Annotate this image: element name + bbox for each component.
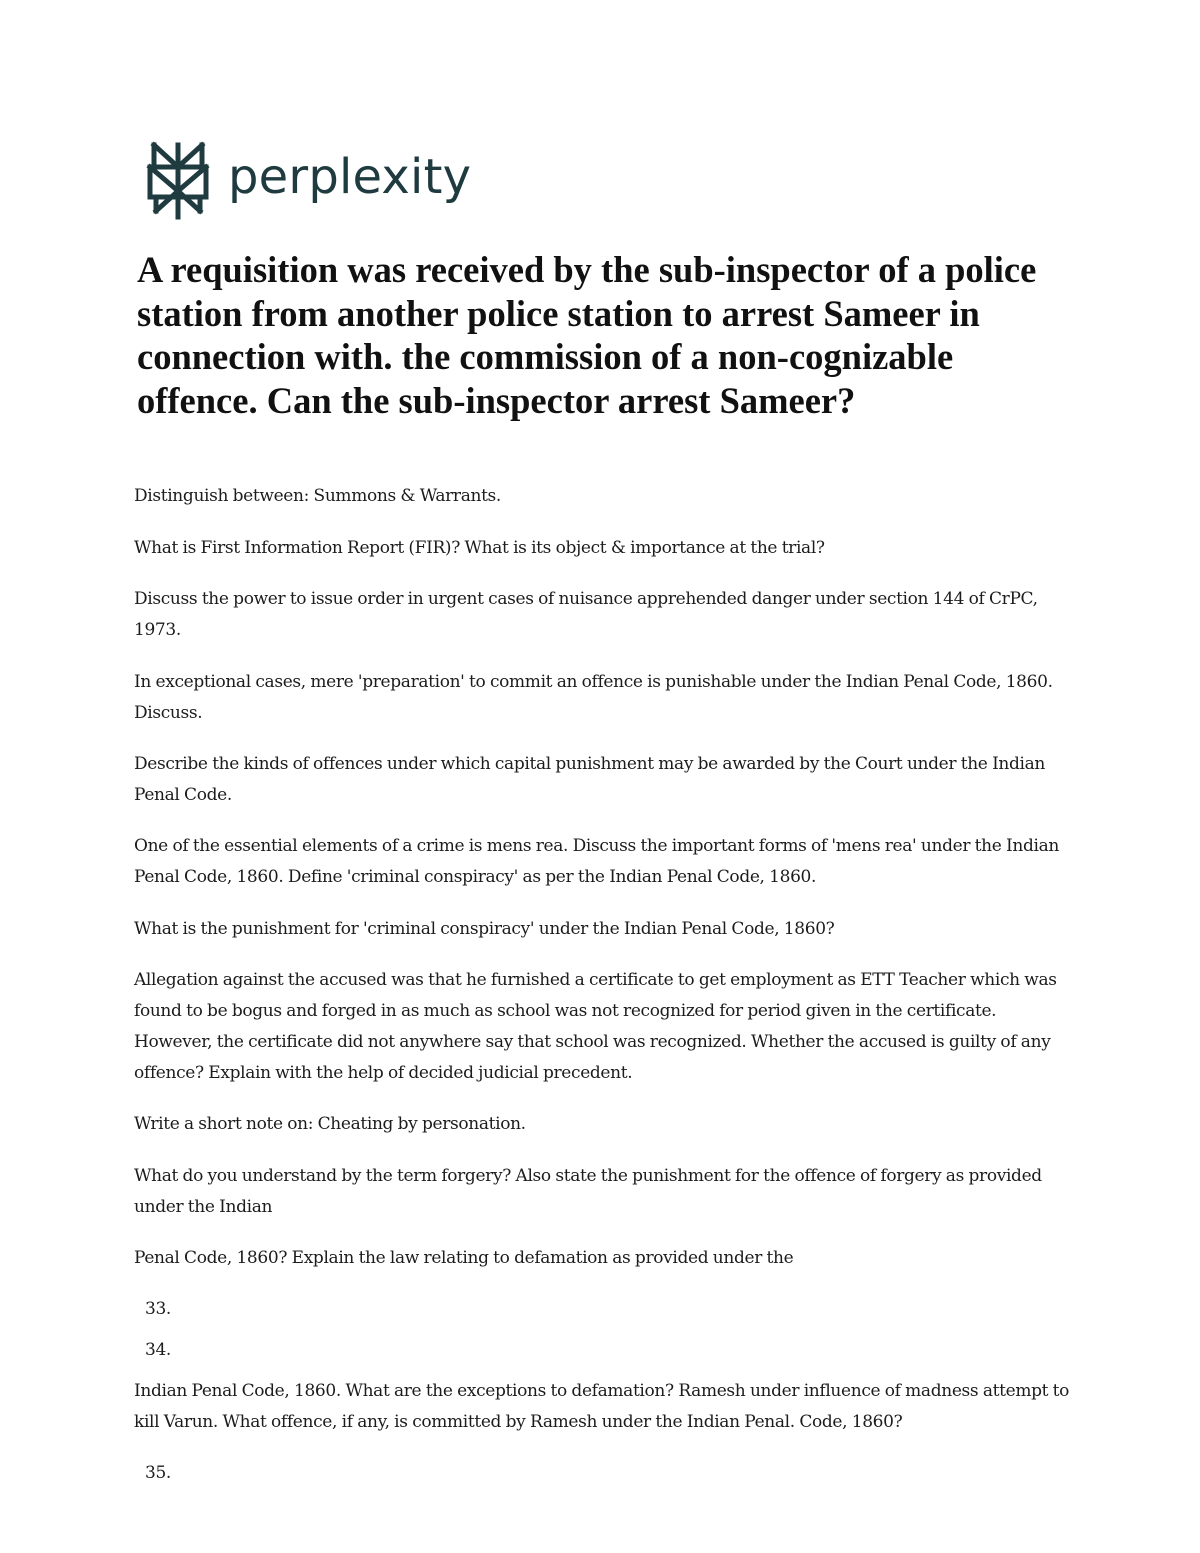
paragraph: Allegation against the accused was that he furnished a certificate to get employment as ETT Teacher which was found to be bogus and forged in as much as school was not recognized for period given in the certificate. However, the certificate did not anywhere say that school was recognized. Whether the accused is guilty of any offence? Explain with the help of decided judicial precedent. <box>134 970 1057 1083</box>
list-number: 33. <box>145 1299 171 1319</box>
list-number: 34. <box>145 1340 171 1360</box>
page-title: A requisition was received by the sub-inspector of a police station from another police station to arrest Sameer in connection with. the commission of a non-cognizable offence. Can the sub-inspector arrest Sameer? <box>137 249 1037 421</box>
paragraph: What is the punishment for 'criminal conspiracy' under the Indian Penal Code, 1860? <box>134 919 835 939</box>
paragraph: What do you understand by the term forgery? Also state the punishment for the offence of forgery as provided under the Indian <box>134 1166 1042 1217</box>
paragraph: Describe the kinds of offences under which capital punishment may be awarded by the Court under the Indian Penal Code. <box>134 754 1046 805</box>
paragraph: Discuss the power to issue order in urgent cases of nuisance apprehended danger under section 144 of CrPC, 1973. <box>134 589 1038 640</box>
paragraph: Indian Penal Code, 1860. What are the exceptions to defamation? Ramesh under influence of madness attempt to kill Varun. What offence, if any, is committed by Ramesh under the Indian Penal. Code, 1860? <box>134 1381 1070 1432</box>
list-number: 35. <box>145 1463 171 1483</box>
paragraph: In exceptional cases, mere 'preparation' to commit an offence is punishable under the Indian Penal Code, 1860. Discuss. <box>134 672 1053 723</box>
perplexity-logo-icon <box>146 141 210 221</box>
paragraph: Distinguish between: Summons & Warrants. <box>134 486 501 506</box>
perplexity-wordmark: perplexity <box>228 149 472 205</box>
paragraph: What is First Information Report (FIR)? What is its object & importance at the trial? <box>134 538 825 558</box>
paragraph: One of the essential elements of a crime is mens rea. Discuss the important forms of 'mens rea' under the Indian Penal Code, 1860. Define 'criminal conspiracy' as per the Indian Penal Code, 1860. <box>134 836 1059 887</box>
perplexity-logo <box>146 140 471 222</box>
paragraph: Penal Code, 1860? Explain the law relating to defamation as provided under the <box>134 1248 794 1268</box>
paragraph: Write a short note on: Cheating by personation. <box>134 1114 526 1134</box>
